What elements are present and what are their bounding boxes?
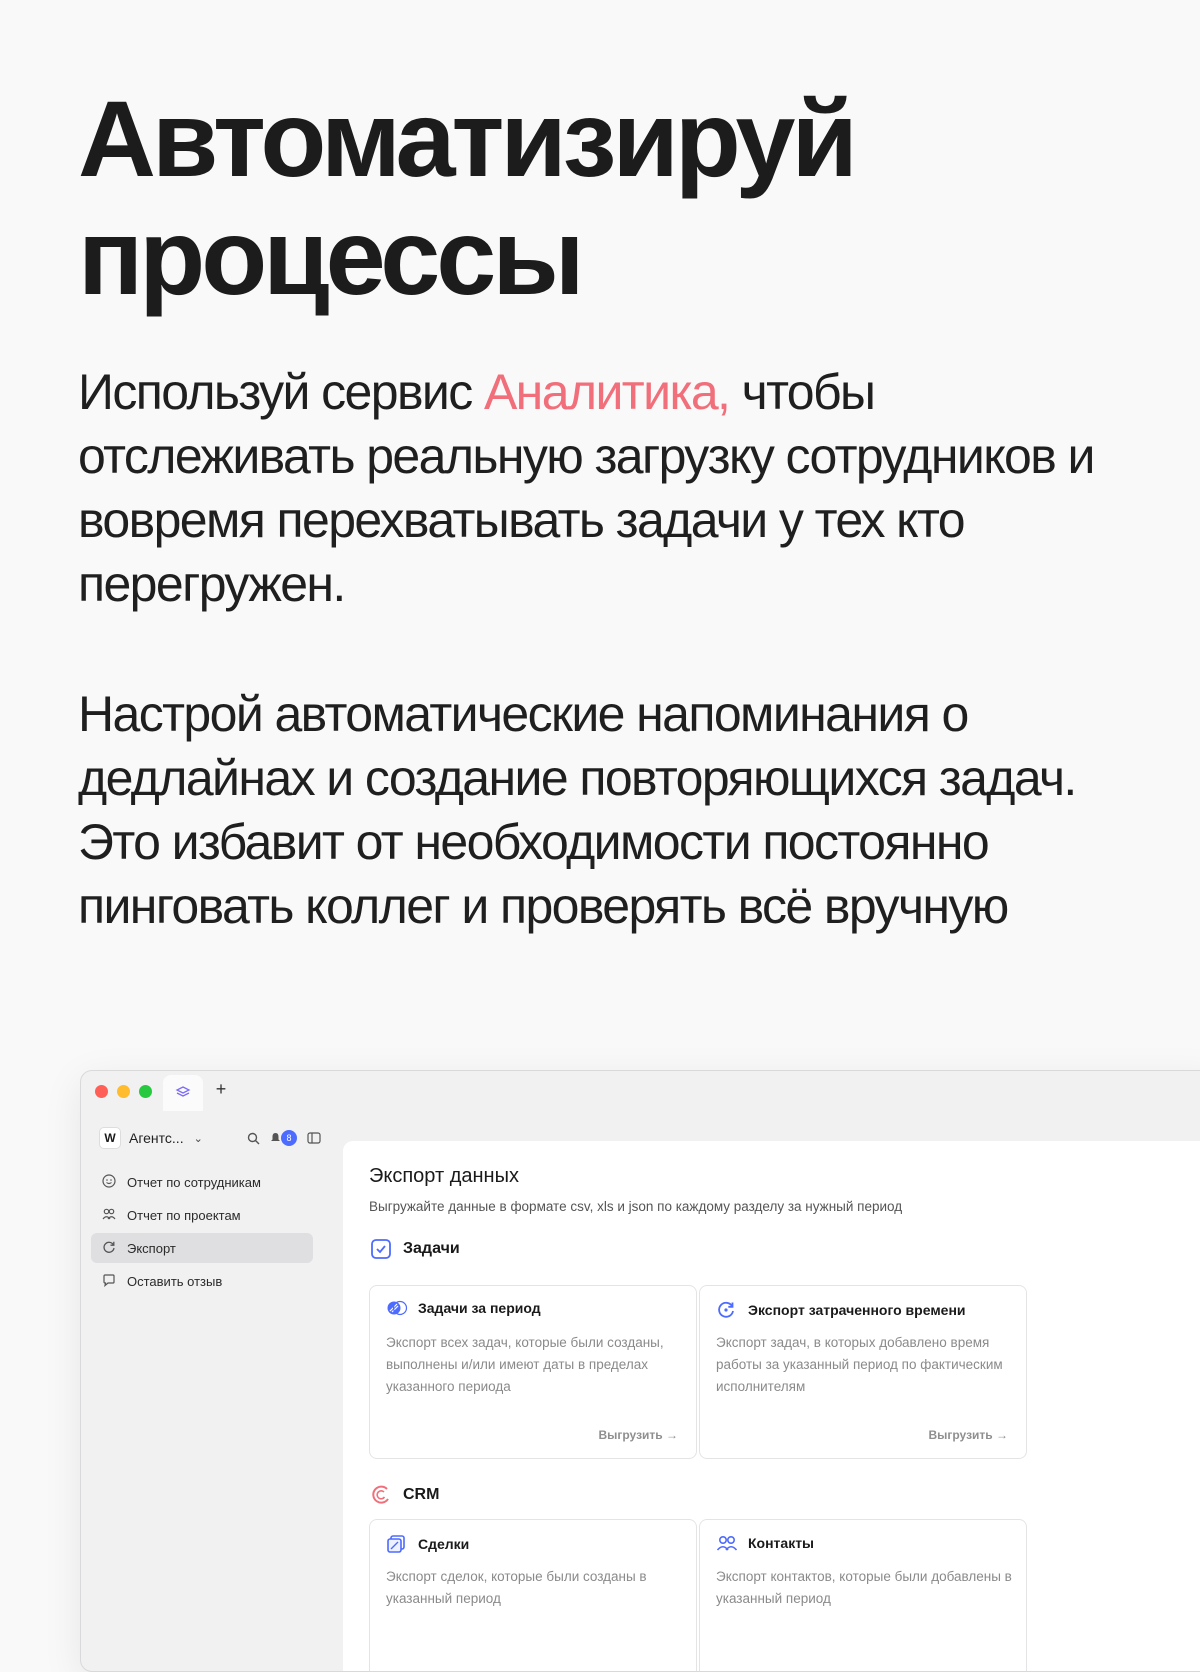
sidebar-item-export[interactable] [91,1233,313,1263]
headline-line-2: процессы [78,196,581,317]
workspace-actions [247,1130,321,1146]
export-card-contacts[interactable] [699,1519,1027,1672]
users-icon [101,1207,117,1224]
card-title-text: Контакты [748,1535,815,1551]
export-card-time-spent[interactable] [699,1285,1027,1459]
sidebar-item-employee-report[interactable] [91,1167,313,1197]
page-title: Экспорт данных [369,1165,519,1187]
card-title [386,1534,469,1554]
workspace-row [99,1125,321,1151]
section-title: Задачи [403,1240,460,1257]
bell-icon [270,1132,281,1144]
chat-icon [101,1273,117,1290]
card-description: Экспорт контактов, которые были добавлены в указанный период [716,1569,1012,1606]
maximize-window-button[interactable] [139,1085,152,1098]
crm-icon [369,1483,393,1507]
sidebar-nav [91,1167,313,1299]
export-button[interactable]: Выгрузить → [928,1428,1008,1442]
sidebar-item-label: Отчет по сотрудникам [127,1174,261,1190]
section-title: CRM [403,1486,440,1503]
intro-text-start: Используй сервис [78,364,484,420]
sidebar [81,1111,331,1671]
tasks-period-icon [386,1300,408,1316]
card-title [716,1300,966,1320]
card-title [716,1534,814,1552]
page-subtitle: Выгружайте данные в формате csv, xls и json по каждому разделу за нужный период [369,1199,903,1214]
headline-line-1: Автоматизируй [78,78,854,199]
app-window [80,1070,1200,1672]
workspace-switcher[interactable]: Агентс... [129,1130,184,1146]
checkbox-icon [369,1237,393,1261]
card-description: Экспорт задач, в которых добавлено время работы за указанный период по фактическим исполнителям [716,1335,1003,1394]
search-icon[interactable] [247,1132,260,1145]
new-tab-button[interactable]: + [215,1079,227,1099]
minimize-window-button[interactable] [117,1085,130,1098]
refresh-icon [101,1240,117,1257]
reminders-paragraph: Настрой автоматические напоминания о дедлайнах и создание повторяющихся задач. Это избавит от необходимости постоянно пинговать коллег и проверять всё вручную [78,686,1076,934]
time-refresh-icon [716,1300,738,1320]
export-card-tasks-period[interactable] [369,1285,697,1459]
section-crm-heading [369,1483,439,1507]
smile-icon [101,1174,117,1191]
layers-icon [175,1085,191,1101]
analytics-highlight: Аналитика, [483,364,730,420]
main-panel [343,1141,1200,1671]
headline [78,80,854,316]
sidebar-item-label: Экспорт [127,1240,176,1256]
sidebar-item-feedback[interactable] [91,1266,313,1296]
sidebar-item-project-report[interactable] [91,1200,313,1230]
export-card-deals[interactable] [369,1519,697,1672]
card-description: Экспорт сделок, которые были созданы в указанный период [386,1569,647,1606]
app-tab[interactable] [163,1075,203,1111]
notification-count-badge: 8 [281,1130,297,1146]
contacts-icon [716,1534,738,1552]
card-title-text: Задачи за период [418,1300,541,1316]
deals-icon [386,1534,408,1554]
card-description: Экспорт всех задач, которые были созданы, выполнены и/или имеют даты в пределах указанного периода [386,1335,664,1394]
sidebar-item-label: Отчет по проектам [127,1207,241,1223]
export-button[interactable]: Выгрузить → [598,1428,678,1442]
card-title-text: Экспорт затраченного времени [748,1302,966,1318]
intro-text-end: чтобы отслеживать реальную загрузку сотрудников и вовремя перехватывать задачи у тех кто перегружен. [78,364,1094,612]
close-window-button[interactable] [95,1085,108,1098]
chevron-down-icon[interactable]: ⌄ [193,1132,203,1145]
section-tasks-heading [369,1237,460,1261]
sidebar-item-label: Оставить отзыв [127,1273,223,1289]
sidebar-toggle-icon[interactable] [307,1132,321,1144]
title-bar [81,1071,1200,1111]
card-title-text: Сделки [418,1536,470,1552]
notifications-button[interactable] [270,1130,297,1146]
intro-paragraph [78,360,1158,616]
workspace-logo: W [99,1127,121,1149]
card-title [386,1300,541,1316]
